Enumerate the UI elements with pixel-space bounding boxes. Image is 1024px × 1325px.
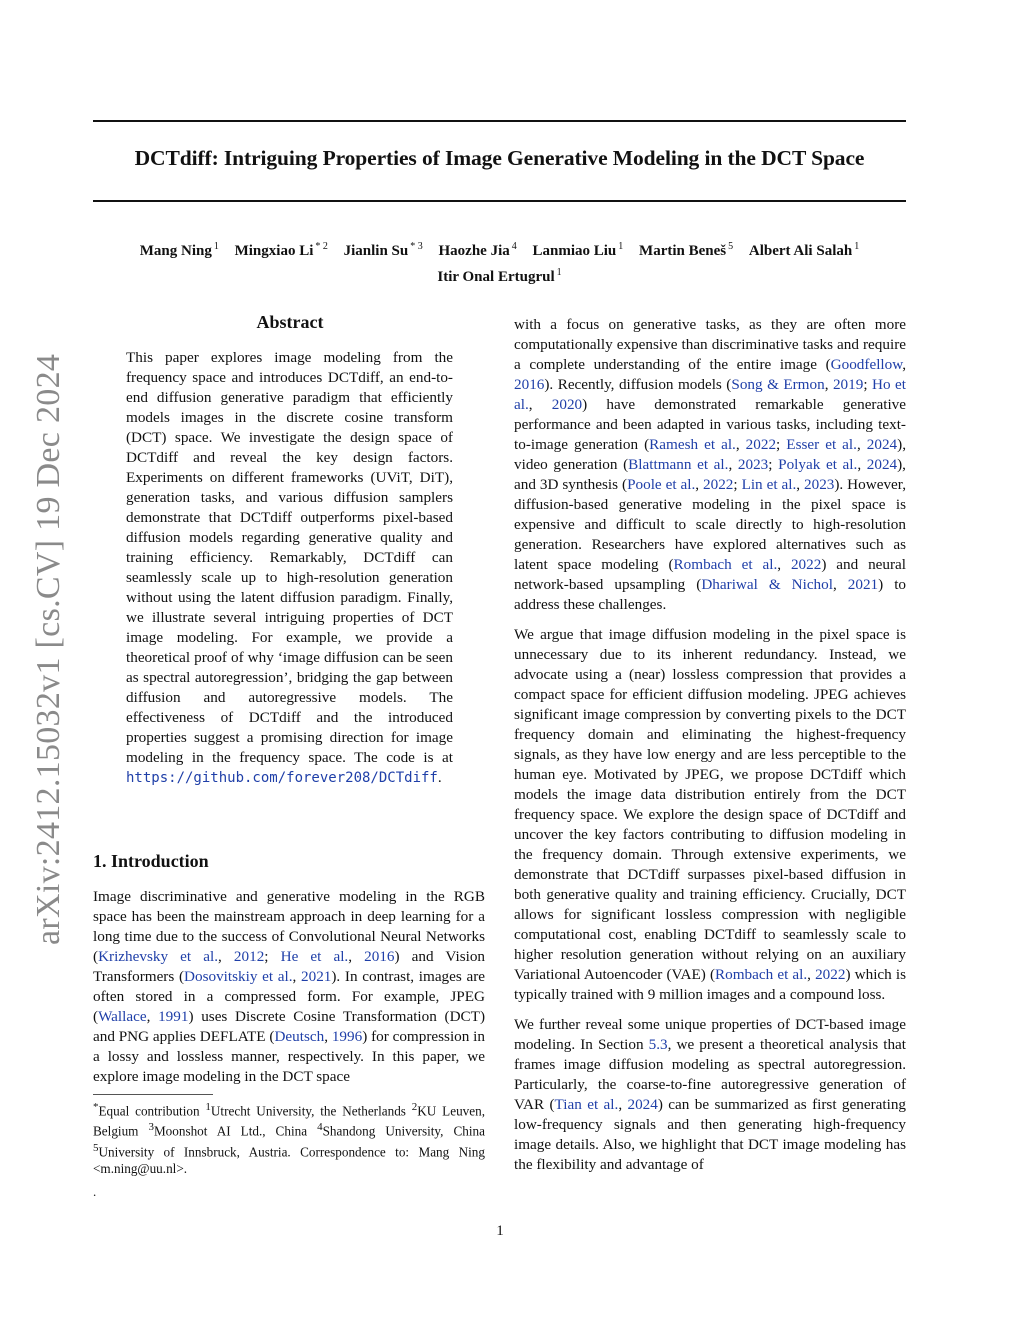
text-run: , xyxy=(348,948,365,965)
author-name xyxy=(235,243,328,259)
citation-link[interactable]: Wallace xyxy=(98,1008,147,1025)
citation-link[interactable]: Polyak et al. xyxy=(778,456,858,473)
citation-link[interactable]: Poole et al. xyxy=(627,476,696,493)
citation-link[interactable]: 2024 xyxy=(866,456,898,473)
author-name xyxy=(533,243,624,259)
text-run: Image discriminative and generative modeling in the RGB space has been the mainstream approach in deep learning for a long time due to the success of Convolutional Neural Networks ( xyxy=(93,888,485,965)
author-name-text: Martin Beneš xyxy=(639,243,727,259)
footnote-dot: . xyxy=(93,1184,97,1199)
citation-link[interactable]: Dhariwal & Nichol xyxy=(701,576,833,593)
text-run: ) have demonstrated remarkable generative performance and been adapted in various tasks, including text-to-image generation ( xyxy=(514,396,907,453)
footnote-marker: 4 xyxy=(317,1121,323,1134)
text-run: ). Recently, diffusion models ( xyxy=(544,376,732,393)
text-run: , xyxy=(856,436,867,453)
text-run: We argue that image diffusion modeling in the pixel space is unnecessary due to its inherent redundancy. Instead, we advocate using a (near) lossless compression that provides a compact space for efficient diffusion modeling. JPEG achieves significant image compression by converting pixels to the DCT frequency domain and eliminating the highest-frequency signals, as they have low energy and are less perceptible to the human eye. Motivated by JPEG, we propose DCTdiff which models the image data distribution entirely from the DCT frequency space. We explore the design space of DCTdiff and uncover the key factors contributing to diffusion modeling in the frequency domain. Through extensive experiments, we demonstrate that DCTdiff surpasses pixel-based diffusion in both generative quality and training efficiency. Crucially, DCT allows for significant lossless compression with negligible computational cost, enabling DCTdiff to seamlessly scale to higher resolution generation without relying on an auxiliary Variational Autoencoder (VAE) ( xyxy=(514,626,906,983)
text-run: Moonshot AI Ltd., China xyxy=(153,1123,318,1139)
text-run: , xyxy=(218,948,234,965)
text-run: Equal contribution xyxy=(98,1103,206,1119)
footnote-marker: 5 xyxy=(93,1141,99,1154)
citation-link[interactable]: 2019 xyxy=(832,376,864,393)
section-heading-introduction: 1. Introduction xyxy=(93,851,209,871)
citation-link[interactable]: Lin et al. xyxy=(741,476,797,493)
title-rule-bottom xyxy=(93,200,906,202)
arxiv-watermark[interactable]: arXiv:2412.15032v1 [cs.CV] 19 Dec 2024 xyxy=(30,353,67,945)
citation-link[interactable]: Dosovitskiy et al. xyxy=(184,968,293,985)
text-run: ) and neural network-based upsampling ( xyxy=(514,556,907,593)
citation-link[interactable]: Ramesh et al. xyxy=(649,436,736,453)
text-run: ) and Vision Transformers ( xyxy=(93,948,486,985)
text-run: , xyxy=(824,376,833,393)
citation-link[interactable]: 1996 xyxy=(331,1028,363,1045)
citation-link[interactable]: 2022 xyxy=(703,476,734,493)
footnote-marker: 3 xyxy=(148,1121,154,1134)
intro-paragraph-3 xyxy=(514,625,906,1005)
author-affiliation-marker: * 3 xyxy=(410,241,423,252)
author-name-text: Albert Ali Salah xyxy=(748,243,853,259)
author-affiliation-marker: 1 xyxy=(618,241,624,252)
text-run: , xyxy=(857,456,867,473)
text-run: We further reveal some unique properties of DCT-based image modeling. In Section xyxy=(514,1016,906,1053)
author-list xyxy=(93,236,906,288)
author-affiliation-marker: * 2 xyxy=(315,241,328,252)
citation-link[interactable]: Tian et al. xyxy=(554,1096,619,1113)
text-run: , we present a theoretical analysis that frames image diffusion modeling as spectral autoregression. Particularly, the coarse-to-fine autoregressive generation of VAR ( xyxy=(514,1036,906,1113)
footnote-divider xyxy=(93,1094,213,1095)
citation-link[interactable]: 2024 xyxy=(627,1096,658,1113)
author-name xyxy=(439,243,517,259)
author-name-text: Mang Ning xyxy=(139,243,212,259)
citation-link[interactable]: 2016 xyxy=(514,376,545,393)
title-rule-top xyxy=(93,120,906,122)
citation-link[interactable]: Krizhevsky et al. xyxy=(98,948,218,965)
citation-link[interactable]: Esser et al. xyxy=(786,436,857,453)
author-name xyxy=(140,243,219,259)
citation-link[interactable]: Song & Ermon xyxy=(731,376,825,393)
text-run: with a focus on generative tasks, as they are often more computationally expensive than discriminative tasks and require a complete understanding of the entire image ( xyxy=(514,316,906,373)
citation-link[interactable]: 2016 xyxy=(364,948,395,965)
author-name-text: Mingxiao Li xyxy=(234,243,314,259)
text-run: ) to address these challenges. xyxy=(514,576,907,613)
citation-link[interactable]: 2012 xyxy=(233,948,265,965)
citation-link[interactable]: 5.3 xyxy=(648,1036,668,1053)
abstract-heading: Abstract xyxy=(256,312,324,332)
citation-link[interactable]: 2023 xyxy=(737,456,769,473)
author-affiliation-marker: 1 xyxy=(556,267,562,278)
author-name xyxy=(344,243,423,259)
citation-link[interactable]: 2024 xyxy=(866,436,898,453)
citation-link[interactable]: Rombach et al. xyxy=(715,966,808,983)
page-number: 1 xyxy=(496,1223,504,1239)
author-affiliation-marker: 1 xyxy=(854,241,860,252)
intro-paragraph-4 xyxy=(514,1015,906,1175)
footnote-marker: 2 xyxy=(411,1101,418,1113)
text-run: ; xyxy=(863,376,873,393)
text-run: ). In contrast, images are often stored in a compressed form. For example, JPEG ( xyxy=(93,968,486,1025)
text-run: , xyxy=(324,1028,332,1045)
footnote-marker: * xyxy=(93,1101,99,1113)
citation-link[interactable]: 2023 xyxy=(804,476,835,493)
text-run: ). However, diffusion-based generative modeling in the pixel space is expensive and difficult to scale directly to high-resolution generation. Researchers have explored alternatives such as latent space modeling ( xyxy=(514,476,907,573)
author-name-text: Haozhe Jia xyxy=(438,243,510,259)
text-run: , xyxy=(695,476,704,493)
citation-link[interactable]: 2021 xyxy=(847,576,879,593)
text-run: , xyxy=(528,396,552,413)
text-run: , xyxy=(735,436,746,453)
text-run: University of Innsbruck, Austria. Correspondence to: Mang Ning <m.ning@uu.nl>. xyxy=(93,1144,485,1177)
author-name-text: Jianlin Su xyxy=(343,243,409,259)
text-run: Shandong University, China xyxy=(322,1123,485,1139)
citation-link[interactable]: Goodfellow xyxy=(830,356,903,373)
intro-paragraph-1 xyxy=(93,887,485,1087)
paper-title: DCTdiff: Intriguing Properties of Image Generative Modeling in the DCT Space xyxy=(134,146,865,170)
intro-paragraph-2 xyxy=(514,315,906,615)
text-run: ), video generation ( xyxy=(514,436,906,473)
affiliations-footnote xyxy=(93,1099,485,1177)
text-run: , xyxy=(832,576,848,593)
right-column xyxy=(514,315,906,1185)
citation-link[interactable]: 2022 xyxy=(745,436,777,453)
text-run: ; xyxy=(776,436,787,453)
code-link[interactable]: https://github.com/forever208/DCTdiff xyxy=(126,770,438,786)
citation-link[interactable]: He et al. xyxy=(280,948,349,965)
text-run: , xyxy=(902,356,906,373)
citation-link[interactable]: Ho et al. xyxy=(514,376,906,413)
author-name-text: Itir Onal Ertugrul xyxy=(437,269,555,285)
citation-link[interactable]: 2021 xyxy=(301,968,332,985)
text-run: ), and 3D synthesis ( xyxy=(514,456,906,493)
text-run: , xyxy=(618,1096,628,1113)
citation-link[interactable]: 1991 xyxy=(158,1008,189,1025)
text-run: , xyxy=(777,556,791,573)
text-run: Utrecht University, the Netherlands xyxy=(210,1103,412,1119)
author-affiliation-marker: 4 xyxy=(511,241,517,252)
text-run: , xyxy=(728,456,738,473)
abstract-text: This paper explores image modeling from the frequency space and introduces DCTdiff, an end-to-end diffusion generative paradigm that efficiently models images in the discrete cosine transform (DCT) space. We investigate the design space of DCTdiff and reveal the key design factors. Experiments on different frameworks (UViT, DiT), generation tasks, and various diffusion samplers demonstrate that DCTdiff outperforms pixel-based diffusion models regarding generative quality and training efficiency. Remarkably, DCTdiff can seamlessly scale up to high-resolution generation without using the latent diffusion paradigm. Finally, we illustrate several intriguing properties of DCT image modeling. For example, we provide a theoretical proof of why ‘image diffusion can be seen as spectral autoregression’, bridging the gap between diffusion and autoregressive models. The effectiveness of DCTdiff and the introduced properties suggest a promising direction for image modeling in the frequency space. The code is at xyxy=(126,349,453,766)
footnote-marker: 1 xyxy=(205,1101,211,1113)
author-name-text: Lanmiao Liu xyxy=(532,243,617,259)
abstract-body: This paper explores image modeling from the frequency space and introduces DCTdiff, an end-to-end diffusion generative paradigm that efficiently models images in the discrete cosine transform (DCT) space. We investigate the design space of DCTdiff and reveal the key design factors. Experiments on different frameworks (UViT, DiT), generation tasks, and various diffusion samplers demonstrate that DCTdiff outperforms pixel-based diffusion models regarding generative quality and training efficiency. Remarkably, DCTdiff can seamlessly scale up to high-resolution generation without using the latent diffusion paradigm. Finally, we illustrate several intriguing properties of DCT image modeling. For example, we provide a theoretical proof of why ‘image diffusion can be seen as spectral autoregression’, bridging the gap between diffusion and autoregressive models. The effectiveness of DCTdiff and the introduced properties suggest a promising direction for image modeling in the frequency space. The code is at https://github.com/forever208/DCTdiff. xyxy=(126,349,453,786)
citation-link[interactable]: Deutsch xyxy=(274,1028,325,1045)
text-run: ; xyxy=(733,476,742,493)
text-run: ) can be summarized as first generating low-frequency signals and then generating high-frequency image details. Also, we highlight that DCT image modeling has the flexibility and advantage of xyxy=(514,1096,907,1173)
citation-link[interactable]: Rombach et al. xyxy=(673,556,778,573)
text-run: ) which is typically trained with 9 million images and a compound loss. xyxy=(514,966,906,1003)
author-name xyxy=(749,243,859,259)
text-run: ) uses Discrete Cosine Transformation (DCT) and PNG applies DEFLATE ( xyxy=(93,1008,486,1045)
author-name xyxy=(639,243,733,259)
text-run: ; xyxy=(264,948,281,965)
text-run: KU Leuven, Belgium xyxy=(93,1103,485,1139)
author-name xyxy=(437,269,561,285)
text-run: ; xyxy=(768,456,779,473)
citation-link[interactable]: 2020 xyxy=(551,396,583,413)
text-run: , xyxy=(796,476,804,493)
citation-link[interactable]: 2022 xyxy=(815,966,846,983)
text-run: , xyxy=(146,1008,159,1025)
text-run: , xyxy=(292,968,301,985)
citation-link[interactable]: Blattmann et al. xyxy=(628,456,729,473)
author-affiliation-marker: 5 xyxy=(728,241,734,252)
text-run: , xyxy=(807,966,816,983)
citation-link[interactable]: 2022 xyxy=(790,556,822,573)
author-affiliation-marker: 1 xyxy=(213,241,219,252)
text-run: ) for compression in a lossy and lossless manner, respectively. In this paper, we explore image modeling in the DCT space xyxy=(93,1028,485,1085)
